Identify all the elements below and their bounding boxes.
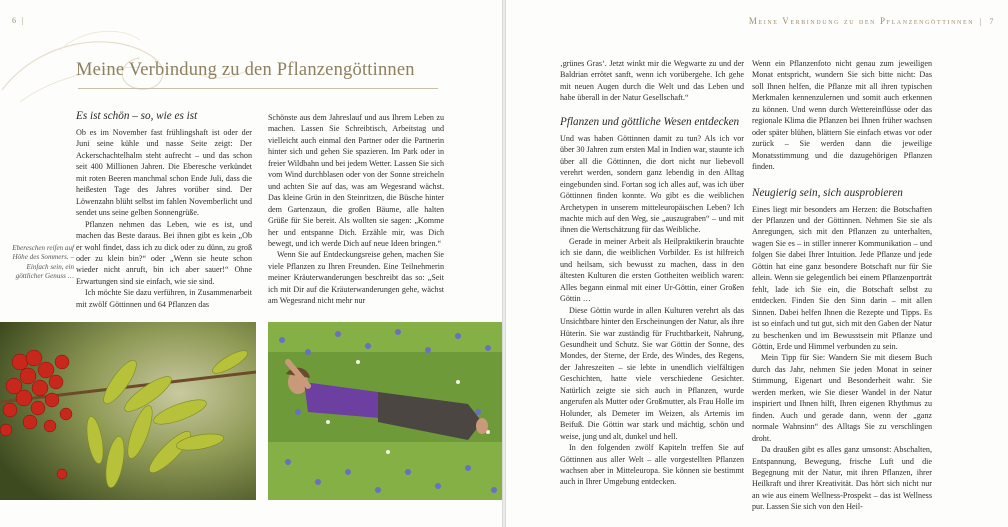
paragraph: Eines liegt mir besonders am Herzen: die Botschaften der Pflanzen und der Göttinnen. Nehmen Sie sie als Anregungen, sich mit den Pflanzen zu unterhalten, wagen Sie es – in stiller innerer Kommunikation – und folgen Sie dabei Ihrer Intuition. Jede Pflanze und jede Göttin hat eine ganz besondere Botschaft nur für Sie allein. Wenn sie gelegentlich bei einem Pflanzenporträt fehlt, lade ich Sie ein, die Botschaft selbst zu entdecken. Finden Sie den Sinn darin – mit allen Sinnen. Dabei helfen Ihnen die Rezepte und Tipps. Es ist so einfach und tut gut, sich mit den Gaben der Natur zu beschenken und im Bewusstsein mit Pflanze und Göttin, Erde und Himmel verbunden zu sein. — [752, 204, 932, 351]
column-4 — [752, 58, 932, 513]
page-number-right: 7 — [989, 17, 994, 26]
paragraph: Wenn Sie auf Entdeckungsreise gehen, machen Sie viele Pflanzen zu Ihren Freunden. Eine Teilnehmerin meiner Kräuterwanderungen beschreibt das so: „Seit ich mit Dir auf die Kräuterwanderungen gehe, wächst am Wegesrand nicht mehr nur — [268, 250, 444, 306]
page-number-left: 6 — [12, 16, 17, 25]
meadow-woman-photo — [268, 322, 502, 500]
paragraph: Wenn ein Pflanzenfoto nicht genau zum jeweiligen Monat entspricht, wundern Sie sich bitte nicht: Das soll Ihnen helfen, die Pflanze mit all ihren typischen Merkmalen kennenzulernen und somit auch erkennen zu können. Und wenn durch Wettereinflüsse oder das regionale Klima die Pflanzen bei Ihnen früher wachsen oder später blühen, blättern Sie einfach etwas vor oder zurück – Sie werden dann die jeweilige Monatsstimmung und die dazugehörigen Pflanzen finden. — [752, 59, 932, 172]
paragraph: In den folgenden zwölf Kapiteln treffen Sie auf Göttinnen aus aller Welt – alle vorgestellten Pflanzen wachsen aber in Mitteleuropa. Sie können sie bestimmt auch in Ihrer Umgebung entdecken. — [560, 443, 744, 487]
section-heading: Pflanzen und göttliche Wesen entdecken — [560, 115, 740, 128]
paragraph: Mein Tipp für Sie: Wandern Sie mit diesem Buch durch das Jahr, nehmen Sie jeden Monat in seiner Stimmung, Eigenart und Besonderheit wahr. Sie werden merken, wie Sie dieser Wandel in der Natur inspiriert und Ihnen hilft, Ihren eigenen Rhythmus zu finden. Auch und gerade dann, wenn der „ganz normale Wahnsinn“ des Alltags Sie zu verschlingen droht. — [752, 353, 932, 443]
paragraph: ‚grünes Gras‘. Jetzt winkt mir die Wegwarte zu und der Baldrian errötet sanft, wenn ich vorübergehe. Ich gehe mit neuen Augen durch die Welt und das Leben und habe überall in der Natur Gesellschaft.“ — [560, 59, 744, 103]
paragraph: Ich möchte Sie dazu verführen, in Zusammenarbeit mit zwölf Göttinnen und 64 Pflanzen das — [76, 288, 252, 309]
column-2 — [268, 112, 444, 307]
paragraph: Ob es im November fast frühlingshaft ist oder der Juni seine kühle und nasse Seite zeigt: Der Ackerschachtelhalm steht aufrecht – und das schon seit 400 Millionen Jahren. Die Eberesche verkündet mit roten Beeren manchmal schon Ende Juli, dass die heißesten Tage des Jahres vorüber sind. Der Löwenzahn blüht selbst im fahlen Novemberlicht und sendet uns seine gelben Sonnengrüße. — [76, 128, 252, 218]
right-page-header — [749, 16, 994, 26]
paragraph: Gerade in meiner Arbeit als Heilpraktikerin brauchte ich sie dann, die weiblichen Vorbilder. Es ist hilfreich und heilsam, sich bewusst zu machen, dass in den ältesten Kulturen die ersten Gottheiten weiblich waren: Alles begann einmal mit einer Ur-Göttin, einer Großen Göttin … — [560, 236, 744, 304]
section-heading: Neugierig sein, sich ausprobieren — [752, 186, 903, 199]
title-divider — [78, 88, 438, 89]
paragraph: Pflanzen nehmen das Leben, wie es ist, und machen das Beste daraus. Bei ihnen gibt es kein „Ob er wohl findet, dass ich zu dick oder zu dünn, zu groß oder zu klein bin?“ oder „Wenn sie heute schon wieder nicht anruft, bin ich aber sauer!“ Ohne Erwartungen sind sie einfach, wie sie sind. — [76, 219, 252, 286]
running-head: Meine Verbindung zu den Pflanzengöttinnen — [748, 16, 975, 26]
header-separator: | — [19, 16, 25, 25]
rowan-berries-photo — [0, 322, 256, 500]
photo-caption: Ebereschen reifen auf Höhe des Sommers. – Einfach sein, ein göttlicher Genuss … — [12, 244, 74, 281]
chapter-title: Meine Verbindung zu den Pflanzengöttinnen — [76, 60, 415, 80]
right-page — [506, 0, 1008, 527]
section-heading: Es ist schön – so, wie es ist — [76, 110, 198, 122]
column-1 — [76, 110, 252, 310]
paragraph: Schönste aus dem Jahreslauf und aus Ihrem Leben zu machen. Lassen Sie Schreibtisch, Arbeitstag und vielleicht auch einmal den Partner oder die Partnerin hinter sich und gehen Sie spazieren. Im Park oder in freier Wildbahn und bei jedem Wetter. Lassen Sie sich vom Wind durchblasen oder von der Sonne streicheln und achten Sie auf das, was am Wegesrand wächst. Das kleine Grün in den Steinritzen, die Büsche hinter dem Gartenzaun, die großen Bäume, alle halten Grüße für Sie bereit. Als wollten sie sagen: „Komme her und entspanne Dich. Erzähle mir, was Dich bewegt, und ich werde Dich auf neue Ideen bringen.“ — [268, 113, 444, 248]
paragraph: Diese Göttin wurde in allen Kulturen verehrt als das Unsichtbare hinter den Erscheinungen der Natur, als ihre Hüterin. Sie war zuständig für Fruchtbarkeit, Nahrung, Gesundheit und Schutz. Sie war Göttin der Sonne, des Mondes, der Sterne, der Erde, des Windes, des Regens, der Jahreszeiten – sie lebte in unendlich vielfältigen Geschichten, hatte viele verschiedene Gesichter. Natürlich zeigte sie sich auch in Pflanzen, wurde angerufen als Mutter oder Großmutter, als Frau Holle im Holunder, als Demeter im Weizen, als Artemis im Beifuß. Die Göttin war stark und mächtig, schön und weise, jung und alt, dunkel und hell. — [560, 305, 744, 441]
header-separator: | — [976, 17, 987, 26]
column-3 — [560, 58, 744, 488]
left-page — [0, 0, 502, 527]
paragraph: Da draußen gibt es alles ganz umsonst: Abschalten, Entspannung, Bewegung, frische Luft und die Begegnung mit der Natur, mit ihren Pflanzen, ihrer Heilkraft und ihrer Kreativität. Das hört sich nicht nur an wie aus einem Wellness-Prospekt – das ist Wellness pur. Lassen Sie sich von den Heil- — [752, 445, 932, 512]
paragraph: Und was haben Göttinnen damit zu tun? Als ich vor über 30 Jahren zum ersten Mal in Indien war, staunte ich über all die Göttinnen, die dort nicht nur liebevoll verehrt werden, sondern ganz lebendig in den Alltag eingebunden sind. Fortan sog ich alles auf, was ich über Göttinnen finden konnte. Wo gibt es die weiblichen Archetypen in unserem mitteleuropäischen Leben? Ich machte mich auf den Weg, sie „auszugraben“ – und mit ihnen die Wertschätzung für das Weibliche. — [560, 133, 744, 235]
